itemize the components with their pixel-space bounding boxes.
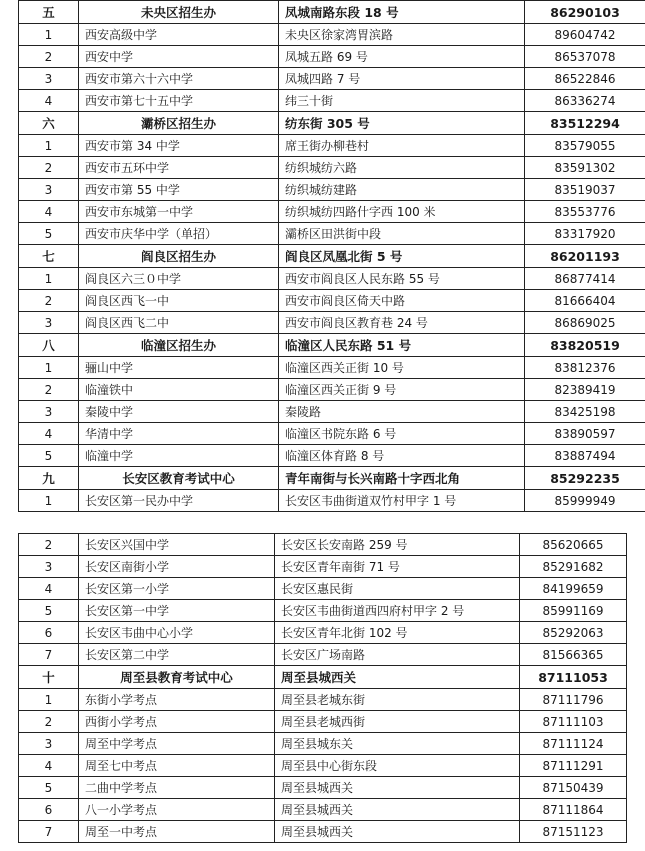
address: 青年南街与长兴南路十字西北角 bbox=[279, 467, 525, 490]
address: 凤城四路 7 号 bbox=[279, 68, 525, 90]
row-number: 五 bbox=[19, 1, 79, 24]
school-name: 周至一中考点 bbox=[79, 821, 275, 843]
school-name: 长安区第二中学 bbox=[79, 644, 275, 666]
school-name: 西安市第七十五中学 bbox=[79, 90, 279, 112]
address: 纺东街 305 号 bbox=[279, 112, 525, 135]
school-row bbox=[19, 201, 645, 223]
row-number: 1 bbox=[19, 135, 79, 157]
phone-number: 86869025 bbox=[525, 312, 645, 334]
address: 西安市阎良区教育巷 24 号 bbox=[279, 312, 525, 334]
district-header-row bbox=[19, 112, 645, 135]
address: 周至县城西关 bbox=[275, 666, 520, 689]
phone-number: 85291682 bbox=[520, 556, 627, 578]
phone-number: 83579055 bbox=[525, 135, 645, 157]
school-row bbox=[19, 777, 627, 799]
phone-number: 83820519 bbox=[525, 334, 645, 357]
address: 长安区青年南街 71 号 bbox=[275, 556, 520, 578]
school-name: 东街小学考点 bbox=[79, 689, 275, 711]
address: 临潼区书院东路 6 号 bbox=[279, 423, 525, 445]
row-number: 1 bbox=[19, 268, 79, 290]
address: 临潼区西关正街 9 号 bbox=[279, 379, 525, 401]
school-row bbox=[19, 600, 627, 622]
row-number: 2 bbox=[19, 157, 79, 179]
row-number: 4 bbox=[19, 90, 79, 112]
school-name: 八一小学考点 bbox=[79, 799, 275, 821]
school-row bbox=[19, 423, 645, 445]
row-number: 2 bbox=[19, 534, 79, 556]
school-row bbox=[19, 445, 645, 467]
school-row bbox=[19, 90, 645, 112]
address: 周至县中心街东段 bbox=[275, 755, 520, 777]
school-name: 西安市庆华中学（单招） bbox=[79, 223, 279, 245]
address: 凤城南路东段 18 号 bbox=[279, 1, 525, 24]
row-number: 1 bbox=[19, 689, 79, 711]
school-name: 长安区第一中学 bbox=[79, 600, 275, 622]
phone-number: 85620665 bbox=[520, 534, 627, 556]
school-name: 阎良区西飞一中 bbox=[79, 290, 279, 312]
school-row bbox=[19, 24, 645, 46]
school-name: 临潼铁中 bbox=[79, 379, 279, 401]
school-row bbox=[19, 689, 627, 711]
row-number: 4 bbox=[19, 201, 79, 223]
phone-number: 83890597 bbox=[525, 423, 645, 445]
district-office-name: 临潼区招生办 bbox=[79, 334, 279, 357]
phone-number: 89604742 bbox=[525, 24, 645, 46]
address: 临潼区西关正街 10 号 bbox=[279, 357, 525, 379]
school-name: 华清中学 bbox=[79, 423, 279, 445]
row-number: 3 bbox=[19, 312, 79, 334]
address: 长安区惠民街 bbox=[275, 578, 520, 600]
phone-number: 87111291 bbox=[520, 755, 627, 777]
phone-number: 83812376 bbox=[525, 357, 645, 379]
row-number: 3 bbox=[19, 733, 79, 755]
address: 周至县老城东街 bbox=[275, 689, 520, 711]
school-name: 阎良区六三０中学 bbox=[79, 268, 279, 290]
address: 纺织城纺六路 bbox=[279, 157, 525, 179]
phone-number: 86290103 bbox=[525, 1, 645, 24]
phone-number: 86336274 bbox=[525, 90, 645, 112]
phone-number: 86537078 bbox=[525, 46, 645, 68]
row-number: 5 bbox=[19, 223, 79, 245]
address: 灞桥区田洪街中段 bbox=[279, 223, 525, 245]
phone-number: 87111053 bbox=[520, 666, 627, 689]
address: 纺织城纺四路什字西 100 米 bbox=[279, 201, 525, 223]
row-number: 6 bbox=[19, 799, 79, 821]
school-row bbox=[19, 179, 645, 201]
phone-number: 85292235 bbox=[525, 467, 645, 490]
district-header-row bbox=[19, 467, 645, 490]
district-office-name: 长安区教育考试中心 bbox=[79, 467, 279, 490]
school-name: 长安区第一小学 bbox=[79, 578, 275, 600]
phone-number: 81566365 bbox=[520, 644, 627, 666]
school-name: 西街小学考点 bbox=[79, 711, 275, 733]
address: 长安区长安南路 259 号 bbox=[275, 534, 520, 556]
phone-number: 87111124 bbox=[520, 733, 627, 755]
school-name: 西安市五环中学 bbox=[79, 157, 279, 179]
district-header-row bbox=[19, 334, 645, 357]
address: 周至县城东关 bbox=[275, 733, 520, 755]
address: 周至县老城西街 bbox=[275, 711, 520, 733]
school-row bbox=[19, 312, 645, 334]
school-name: 长安区南街小学 bbox=[79, 556, 275, 578]
address: 周至县城西关 bbox=[275, 821, 520, 843]
row-number: 4 bbox=[19, 423, 79, 445]
school-row bbox=[19, 578, 627, 600]
school-row bbox=[19, 644, 627, 666]
address: 席王街办柳巷村 bbox=[279, 135, 525, 157]
school-row bbox=[19, 622, 627, 644]
address: 秦陵路 bbox=[279, 401, 525, 423]
school-row bbox=[19, 534, 627, 556]
school-contact-table-continued bbox=[18, 533, 627, 843]
address: 长安区韦曲街道双竹村甲字 1 号 bbox=[279, 490, 525, 512]
row-number: 3 bbox=[19, 68, 79, 90]
phone-number: 87111103 bbox=[520, 711, 627, 733]
phone-number: 87111864 bbox=[520, 799, 627, 821]
school-row bbox=[19, 401, 645, 423]
school-name: 西安市第 55 中学 bbox=[79, 179, 279, 201]
table-body bbox=[19, 1, 645, 512]
row-number: 十 bbox=[19, 666, 79, 689]
school-name: 西安高级中学 bbox=[79, 24, 279, 46]
row-number: 九 bbox=[19, 467, 79, 490]
address: 纬三十街 bbox=[279, 90, 525, 112]
phone-number: 87151123 bbox=[520, 821, 627, 843]
school-contact-table bbox=[18, 0, 645, 512]
school-name: 西安市第 34 中学 bbox=[79, 135, 279, 157]
row-number: 7 bbox=[19, 644, 79, 666]
school-row bbox=[19, 733, 627, 755]
phone-number: 83519037 bbox=[525, 179, 645, 201]
address: 纺织城纺建路 bbox=[279, 179, 525, 201]
address: 长安区广场南路 bbox=[275, 644, 520, 666]
school-name: 长安区韦曲中心小学 bbox=[79, 622, 275, 644]
address: 临潼区人民东路 51 号 bbox=[279, 334, 525, 357]
row-number: 1 bbox=[19, 490, 79, 512]
school-name: 长安区兴国中学 bbox=[79, 534, 275, 556]
phone-number: 81666404 bbox=[525, 290, 645, 312]
school-name: 西安中学 bbox=[79, 46, 279, 68]
row-number: 3 bbox=[19, 179, 79, 201]
address: 长安区韦曲街道西四府村甲字 2 号 bbox=[275, 600, 520, 622]
school-row bbox=[19, 290, 645, 312]
school-row bbox=[19, 268, 645, 290]
row-number: 3 bbox=[19, 556, 79, 578]
address: 西安市阎良区人民东路 55 号 bbox=[279, 268, 525, 290]
phone-number: 86877414 bbox=[525, 268, 645, 290]
phone-number: 83591302 bbox=[525, 157, 645, 179]
phone-number: 84199659 bbox=[520, 578, 627, 600]
address: 未央区徐家湾胃滨路 bbox=[279, 24, 525, 46]
row-number: 1 bbox=[19, 24, 79, 46]
row-number: 2 bbox=[19, 290, 79, 312]
row-number: 4 bbox=[19, 755, 79, 777]
school-row bbox=[19, 135, 645, 157]
phone-number: 87111796 bbox=[520, 689, 627, 711]
school-name: 阎良区西飞二中 bbox=[79, 312, 279, 334]
school-row bbox=[19, 223, 645, 245]
row-number: 六 bbox=[19, 112, 79, 135]
row-number: 5 bbox=[19, 600, 79, 622]
table-body bbox=[19, 534, 627, 843]
school-name: 长安区第一民办中学 bbox=[79, 490, 279, 512]
address: 长安区青年北街 102 号 bbox=[275, 622, 520, 644]
row-number: 4 bbox=[19, 578, 79, 600]
row-number: 6 bbox=[19, 622, 79, 644]
school-row bbox=[19, 821, 627, 843]
school-table-part-2 bbox=[0, 533, 627, 843]
row-number: 7 bbox=[19, 821, 79, 843]
district-header-row bbox=[19, 666, 627, 689]
school-name: 周至七中考点 bbox=[79, 755, 275, 777]
district-office-name: 灞桥区招生办 bbox=[79, 112, 279, 135]
page-gap bbox=[0, 522, 645, 533]
phone-number: 87150439 bbox=[520, 777, 627, 799]
school-row bbox=[19, 157, 645, 179]
phone-number: 82389419 bbox=[525, 379, 645, 401]
row-number: 1 bbox=[19, 357, 79, 379]
district-office-name: 阎良区招生办 bbox=[79, 245, 279, 268]
phone-number: 83512294 bbox=[525, 112, 645, 135]
phone-number: 83317920 bbox=[525, 223, 645, 245]
phone-number: 83887494 bbox=[525, 445, 645, 467]
school-name: 西安市东城第一中学 bbox=[79, 201, 279, 223]
row-number: 2 bbox=[19, 379, 79, 401]
phone-number: 85292063 bbox=[520, 622, 627, 644]
school-row bbox=[19, 556, 627, 578]
phone-number: 86201193 bbox=[525, 245, 645, 268]
row-number: 2 bbox=[19, 46, 79, 68]
phone-number: 86522846 bbox=[525, 68, 645, 90]
district-header-row bbox=[19, 245, 645, 268]
school-name: 秦陵中学 bbox=[79, 401, 279, 423]
phone-number: 83553776 bbox=[525, 201, 645, 223]
school-name: 临潼中学 bbox=[79, 445, 279, 467]
school-name: 二曲中学考点 bbox=[79, 777, 275, 799]
phone-number: 83425198 bbox=[525, 401, 645, 423]
address: 周至县城西关 bbox=[275, 777, 520, 799]
school-row bbox=[19, 755, 627, 777]
school-row bbox=[19, 379, 645, 401]
district-office-name: 未央区招生办 bbox=[79, 1, 279, 24]
address: 凤城五路 69 号 bbox=[279, 46, 525, 68]
row-number: 3 bbox=[19, 401, 79, 423]
row-number: 七 bbox=[19, 245, 79, 268]
school-name: 周至中学考点 bbox=[79, 733, 275, 755]
phone-number: 85999949 bbox=[525, 490, 645, 512]
row-number: 八 bbox=[19, 334, 79, 357]
school-row bbox=[19, 799, 627, 821]
school-row bbox=[19, 490, 645, 512]
school-name: 西安市第六十六中学 bbox=[79, 68, 279, 90]
district-header-row bbox=[19, 1, 645, 24]
phone-number: 85991169 bbox=[520, 600, 627, 622]
address: 临潼区体育路 8 号 bbox=[279, 445, 525, 467]
row-number: 5 bbox=[19, 777, 79, 799]
school-row bbox=[19, 357, 645, 379]
address: 阎良区凤凰北街 5 号 bbox=[279, 245, 525, 268]
school-name: 骊山中学 bbox=[79, 357, 279, 379]
school-row bbox=[19, 46, 645, 68]
school-row bbox=[19, 711, 627, 733]
row-number: 5 bbox=[19, 445, 79, 467]
address: 西安市阎良区倚天中路 bbox=[279, 290, 525, 312]
row-number: 2 bbox=[19, 711, 79, 733]
school-row bbox=[19, 68, 645, 90]
address: 周至县城西关 bbox=[275, 799, 520, 821]
district-office-name: 周至县教育考试中心 bbox=[79, 666, 275, 689]
